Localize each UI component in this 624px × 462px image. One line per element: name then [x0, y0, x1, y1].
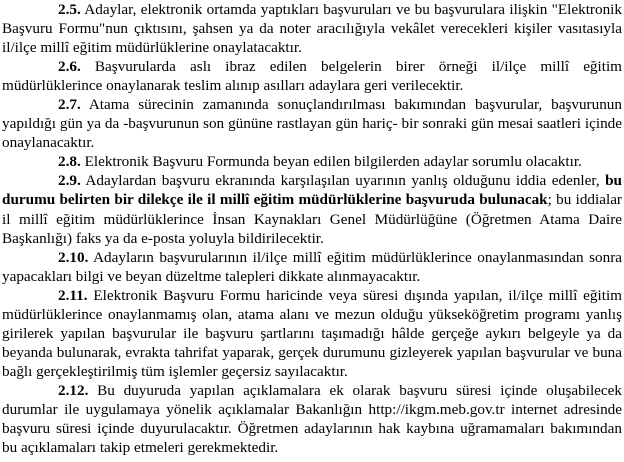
paragraph-number: 2.11. — [58, 286, 88, 304]
paragraph-2-11 — [2, 286, 622, 381]
paragraph-2-9 — [2, 171, 622, 247]
paragraph-2-7 — [2, 95, 622, 152]
paragraph-number: 2.6. — [58, 58, 81, 76]
paragraph-2-12 — [2, 381, 622, 457]
paragraph-text-continued: ; bu iddialar il millî eğitim müdürlüklerince İnsan Kaynakları Genel Müdürlüğüne (Öğretmen Atama Daire Başkanlığı) faks ya da e-posta yoluyla bildirilecektir. — [2, 191, 622, 247]
paragraph-text: Başvurularda aslı ibraz edilen belgelerin birer örneği il/ilçe millî eğitim müdürlüklerince onaylanarak teslim alınıp asılları adaylara geri verilecektir. — [2, 58, 622, 95]
paragraph-text: Elektronik Başvuru Formu haricinde veya süresi dışında yapılan, il/ilçe millî eğitim müdürlüklerince onaylanmamış olan, atama alanı ve mezun olduğu yükseköğretim programı yanlış girilerek yapılan başvurular ile başvuru şartlarını taşımadığı hâlde gerçeğe aykırı belgeyle ya da beyanda bulunarak, evrakta tahrifat yaparak, gerçek durumunu gizleyerek yapılan başvurular ve buna bağlı gerçekleştirilmiş tüm işlemler geçersiz sayılacaktır. — [2, 286, 622, 380]
paragraph-2-10 — [2, 248, 622, 286]
paragraph-2-8 — [2, 152, 622, 171]
paragraph-number: 2.9. — [58, 172, 81, 190]
paragraph-2-6 — [2, 57, 622, 95]
paragraph-number: 2.10. — [58, 248, 89, 266]
paragraph-2-5 — [2, 0, 622, 57]
paragraph-text: Bu duyuruda yapılan açıklamalara ek olarak başvuru süresi içinde oluşabilecek durumlar ile uygulamaya yönelik açıklamalar Bakanlığın http://ikgm.meb.gov.tr internet adresinde başvuru süresi içinde duyurulacaktır. Öğretmen adaylarının hak kaybına uğramamaları bakımından bu açıklamaları takip etmeleri gerekmektedir. — [2, 381, 622, 457]
paragraph-text: Atama sürecinin zamanında sonuçlandırılması bakımından başvurular, başvurunun yapıldığı gün ya da -başvurunun son gününe rastlayan gün hariç- bir sonraki gün mesai saatleri içinde onaylanacaktır. — [2, 96, 622, 152]
document-body — [2, 0, 622, 457]
paragraph-number: 2.8. — [58, 153, 81, 171]
paragraph-text-emphasis: bu durumu belirten bir dilekçe ile il millî eğitim müdürlüklerine başvuruda bulunacak — [2, 172, 622, 209]
paragraph-text: Elektronik Başvuru Formunda beyan edilen bilgilerden adaylar sorumlu olacaktır. — [80, 153, 582, 171]
paragraph-number: 2.5. — [58, 1, 81, 18]
paragraph-number: 2.12. — [58, 381, 89, 399]
paragraph-number: 2.7. — [58, 96, 81, 114]
paragraph-text: Adayların başvurularının il/ilçe millî eğitim müdürlüklerince onaylanmasından sonra yapacakları bilgi ve beyan düzeltme talepleri dikkate alınmayacaktır. — [2, 248, 622, 285]
paragraph-text: Adaylar, elektronik ortamda yaptıkları başvuruları ve bu başvurulara ilişkin "Elektronik Başvuru Formu"nun çıktısını, şahsen ya da noter aracılığıyla vekâlet verecekleri kişiler vasıtasıyla il/ilçe millî eğitim müdürlüklerine onaylatacaktır. — [2, 1, 622, 57]
paragraph-text: Adaylardan başvuru ekranında karşılaşılan uyarının yanlış olduğunu iddia edenler, — [80, 172, 606, 190]
